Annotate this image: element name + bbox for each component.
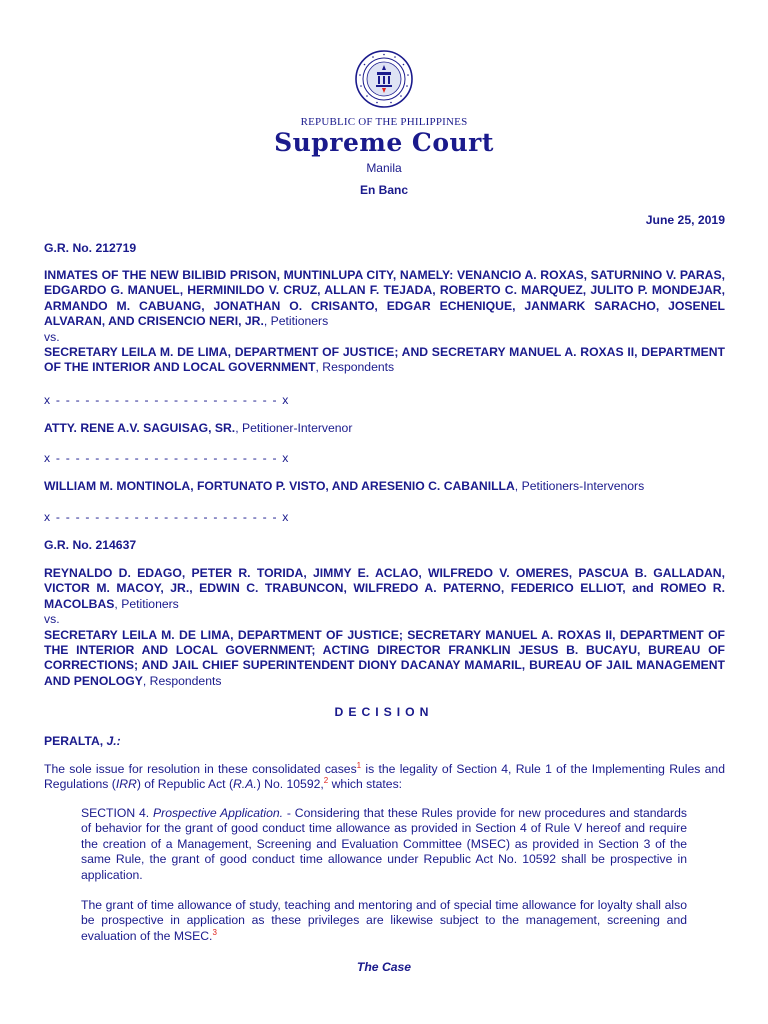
intro-text-3: ) of Republic Act ( [136, 777, 233, 792]
section-heading-the-case: The Case [356, 960, 412, 974]
intro-paragraph [44, 762, 725, 793]
intro-text-1: The sole issue for resolution in these consolidated cases [44, 762, 357, 776]
ponente-suffix: J.: [106, 734, 121, 748]
intro-text-4: ) No. 10592, [256, 777, 324, 792]
court-city: Manila [366, 161, 402, 175]
case1-respondents: SECRETARY LEILA M. DE LIMA, DEPARTMENT OF JUSTICE; AND SECRETARY MANUEL A. ROXAS II, DEPARTMENT OF THE INTERIOR AND LOCAL GOVERNMENT [44, 345, 725, 375]
case2-respondents: SECRETARY LEILA M. DE LIMA, DEPARTMENT OF JUSTICE; SECRETARY MANUEL A. ROXAS II, DEPARTMENT OF THE INTERIOR AND LOCAL GOVERNMENT; ACTING DIRECTOR FRANKLIN JESUS B. BUCAYU, BUREAU OF CORRECTIONS; AND JAIL CHIEF SUPERINTENDENT DIONY DACANAY MAMARIL, BUREAU OF JAIL MANAGEMENT AND PENOLOGY [44, 627, 725, 688]
supreme-court-seal-icon [355, 50, 413, 108]
separator-2: x - - - - - - - - - - - - - - - - - - - - - - - x [44, 451, 290, 465]
quote-section-body: - Considering that these Rules provide for new procedures and standards of behavior for the grant of good conduct time allowance as provided in Section 4 of Rule V hereof and require the creation of a Management, Screening and Evaluation Committee (MSEC) as provided in Section 3 of the same Rule, the grant of good conduct time allowance under Republic Act No. 10592 shall be prospective in application. [81, 806, 687, 882]
decision-title: DECISION [334, 705, 434, 719]
case1-vs: vs. [44, 329, 60, 344]
separator-1: x - - - - - - - - - - - - - - - - - - - - - - - x [44, 393, 290, 407]
intervenor2-names: WILLIAM M. MONTINOLA, FORTUNATO P. VISTO, AND ARESENIO C. CABANILLA [44, 479, 515, 493]
case2-petitioners-role: , Petitioners [114, 596, 179, 611]
separator-3: x - - - - - - - - - - - - - - - - - - - - - - - x [44, 510, 290, 524]
case2-gr-number: G.R. No. 214637 [44, 538, 137, 552]
ponente [44, 734, 725, 749]
quote-section-label: SECTION 4. [81, 806, 153, 820]
case1-gr-number: G.R. No. 212719 [44, 241, 137, 255]
case2-vs: vs. [44, 612, 60, 627]
intro-text-2: is the legality of Section 4, Rule 1 of the Implementing Rules and Regulations ( [44, 762, 725, 792]
republic-heading: REPUBLIC OF THE PHILIPPINES [300, 116, 468, 128]
quoted-paragraph-2 [81, 898, 687, 944]
footnote-ref-1[interactable]: 1 [356, 760, 362, 770]
footnote-ref-3[interactable]: 3 [212, 927, 217, 937]
intervenor1-caption [44, 421, 725, 436]
case1-petitioners: INMATES OF THE NEW BILIBID PRISON, MUNTINLUPA CITY, NAMELY: VENANCIO A. ROXAS, SATURNINO V. PARAS, EDGARDO G. MANUEL, HERMINILDO V. CRUZ, ALLAN F. TEJADA, ROBERTO C. MARQUEZ, JULITO P. MONDEJAR, ARMANDO M. CABUANG, JONATHAN O. CRISANTO, EDGAR ECHENIQUE, JANMARK SARACHO, JOSENEL ALVARAN, AND CRISENCIO NERI, JR. [44, 268, 725, 329]
intervenor2-caption [44, 479, 725, 494]
intervenor1-role: , Petitioner-Intervenor [235, 421, 353, 435]
quote-section-title: Prospective Application. [153, 806, 284, 820]
court-name: Supreme Court [274, 128, 494, 157]
intro-irr: IRR [115, 777, 137, 792]
intro-ra: R.A. [233, 777, 257, 792]
quote-paragraph-body: The grant of time allowance of study, teaching and mentoring and of special time allowance for loyalty shall also be prospective in application as these privileges are likewise subject to the management, screening and evaluation of the MSEC. [81, 898, 687, 943]
case1-petitioners-role: , Petitioners [263, 314, 329, 329]
court-division: En Banc [359, 183, 408, 197]
case1-caption [44, 268, 725, 376]
case2-petitioners: REYNALDO D. EDAGO, PETER R. TORIDA, JIMMY E. ACLAO, WILFREDO V. OMERES, PASCUA B. GALLADAN, VICTOR M. MACOY, JR., EDWIN C. TRABUNCON, WILFREDO A. PATERNO, FEDERICO ELLIOT, and ROMEO R. MACOLBAS [44, 566, 725, 611]
quoted-section-4 [81, 806, 687, 883]
intervenor2-role: , Petitioners-Intervenors [514, 479, 645, 493]
case2-respondents-role: , Respondents [142, 673, 222, 688]
footnote-ref-2[interactable]: 2 [323, 776, 329, 786]
ponente-name: PERALTA, [44, 734, 107, 748]
intro-text-5: which states: [328, 777, 403, 792]
intervenor1-name: ATTY. RENE A.V. SAGUISAG, SR. [44, 421, 236, 435]
case1-respondents-role: , Respondents [315, 360, 395, 375]
case2-caption [44, 566, 725, 689]
decision-date: June 25, 2019 [645, 213, 725, 227]
